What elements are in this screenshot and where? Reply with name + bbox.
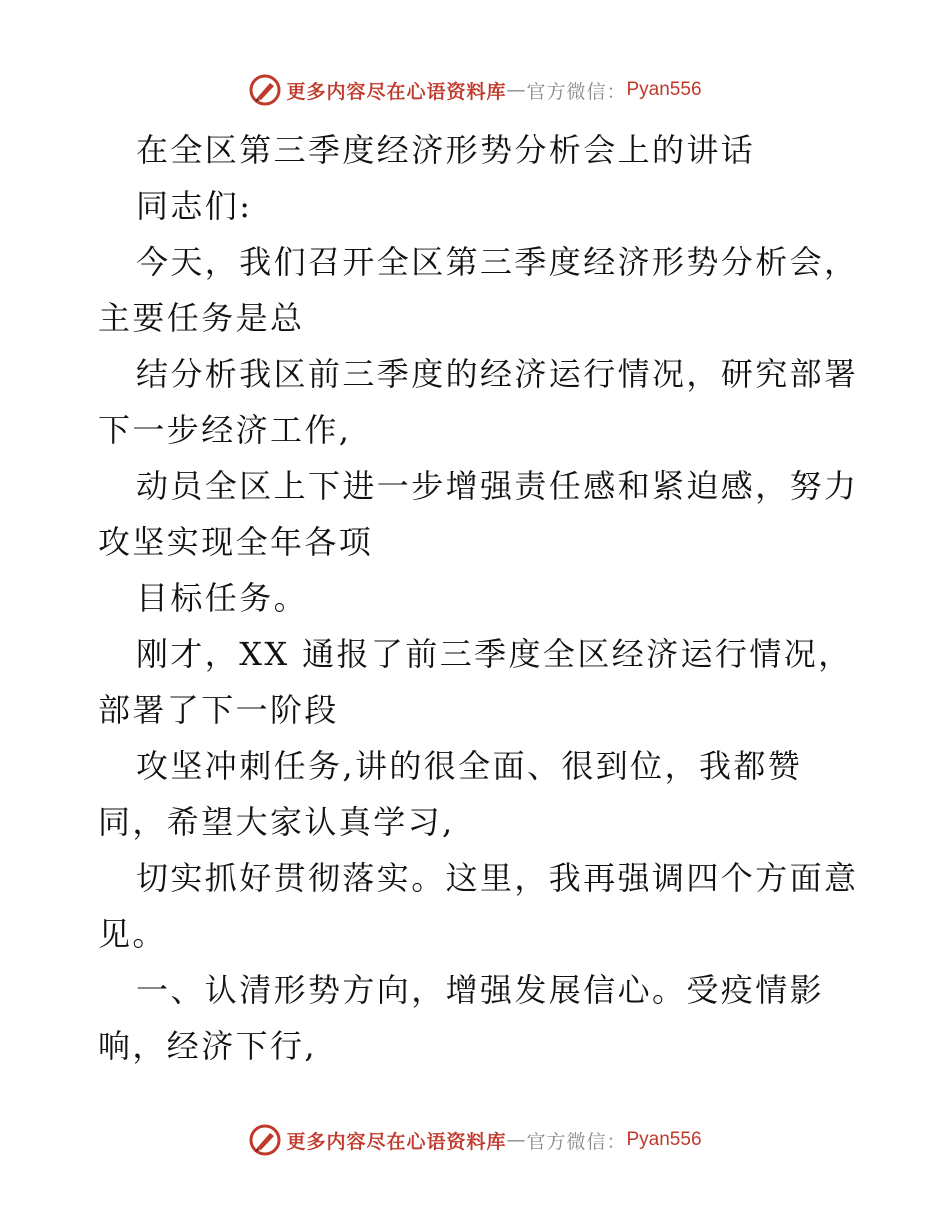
speech-title: 在全区第三季度经济形势分析会上的讲话 xyxy=(136,131,756,169)
watermark-dash: — xyxy=(506,1129,527,1151)
paragraph-line: 攻坚实现全年各项 xyxy=(98,523,374,561)
pen-logo-icon xyxy=(248,1123,282,1157)
watermark-dash: — xyxy=(506,79,527,101)
paragraph-line: 下一步经济工作, xyxy=(98,411,352,449)
watermark-slogan: 更多内容尽在心语资料库 xyxy=(286,80,507,103)
watermark-wechat-id: Pyan556 xyxy=(626,1129,702,1150)
paragraph-line: 见。 xyxy=(98,915,167,953)
paragraph-line: 结分析我区前三季度的经济运行情况，研究部署 xyxy=(136,355,859,393)
paragraph-line: 动员全区上下进一步增强责任感和紧迫感，努力 xyxy=(136,467,859,505)
watermark-wechat-label: 官方微信： xyxy=(526,80,627,103)
section-heading-line: 一、认清形势方向，增强发展信心。受疫情影 xyxy=(136,971,825,1009)
paragraph-line: 部署了下一阶段 xyxy=(98,691,339,729)
watermark-wechat-label: 官方微信： xyxy=(526,1130,627,1153)
paragraph-line: 攻坚冲刺任务,讲的很全面、很到位，我都赞 xyxy=(136,747,803,785)
watermark-wechat-id: Pyan556 xyxy=(626,79,702,100)
salutation: 同志们: xyxy=(136,187,253,225)
header-watermark xyxy=(0,72,950,108)
paragraph-line: 同，希望大家认真学习, xyxy=(98,803,455,841)
paragraph-line: 主要任务是总 xyxy=(98,299,305,337)
paragraph-line: 今天，我们召开全区第三季度经济形势分析会， xyxy=(136,243,859,281)
footer-watermark xyxy=(0,1122,950,1158)
paragraph-line: 目标任务。 xyxy=(136,579,309,617)
paragraph-line: 刚才，XX 通报了前三季度全区经济运行情况， xyxy=(136,635,853,673)
paragraph-line: 响，经济下行, xyxy=(98,1027,317,1065)
paragraph-line: 切实抓好贯彻落实。这里，我再强调四个方面意 xyxy=(136,859,859,897)
document-body xyxy=(98,122,858,1074)
watermark-slogan: 更多内容尽在心语资料库 xyxy=(286,1130,507,1153)
pen-logo-icon xyxy=(248,73,282,107)
